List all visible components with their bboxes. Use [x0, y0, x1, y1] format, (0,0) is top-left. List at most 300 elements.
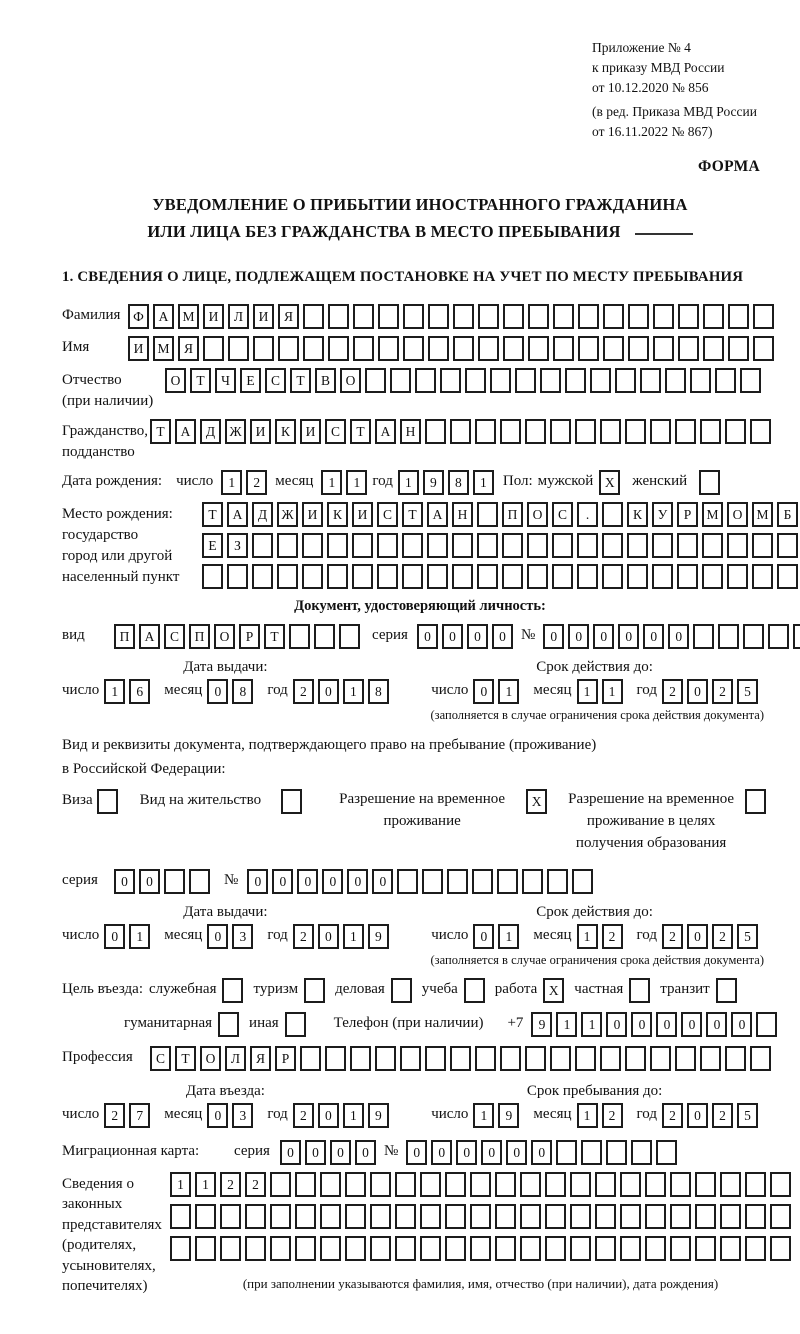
cell[interactable] — [302, 564, 323, 589]
cell[interactable] — [475, 1046, 496, 1071]
cell[interactable]: 1 — [577, 679, 598, 704]
cell[interactable] — [277, 533, 298, 558]
cell[interactable] — [565, 368, 586, 393]
purpose-tourism-checkbox[interactable] — [304, 978, 325, 1003]
cell[interactable] — [378, 336, 399, 361]
cell[interactable]: 1 — [321, 470, 342, 495]
cell[interactable] — [752, 533, 773, 558]
cell[interactable] — [503, 304, 524, 329]
res-series-cells[interactable] — [114, 869, 210, 894]
temp-residence-edu-checkbox[interactable] — [745, 789, 766, 814]
cell[interactable] — [420, 1204, 441, 1229]
res-issue-month-cells[interactable] — [207, 924, 253, 949]
cell[interactable]: В — [315, 368, 336, 393]
cell[interactable] — [577, 564, 598, 589]
cell[interactable] — [620, 1172, 641, 1197]
cell[interactable] — [578, 304, 599, 329]
purpose-private-checkbox[interactable] — [629, 978, 650, 1003]
cell[interactable]: 0 — [618, 624, 639, 649]
cell[interactable]: С — [552, 502, 573, 527]
cell[interactable]: Л — [228, 304, 249, 329]
cell[interactable]: А — [153, 304, 174, 329]
cell[interactable]: 2 — [712, 679, 733, 704]
cell[interactable] — [595, 1204, 616, 1229]
cell[interactable] — [570, 1172, 591, 1197]
cell[interactable] — [527, 533, 548, 558]
cell[interactable] — [520, 1204, 541, 1229]
cell[interactable] — [475, 419, 496, 444]
cell[interactable] — [378, 304, 399, 329]
citizenship-cells[interactable] — [150, 419, 771, 444]
cell[interactable]: 0 — [687, 924, 708, 949]
cell[interactable] — [252, 564, 273, 589]
cell[interactable]: Т — [264, 624, 285, 649]
doc-number-cells[interactable] — [543, 624, 800, 649]
cell[interactable]: 1 — [498, 679, 519, 704]
cell[interactable] — [703, 336, 724, 361]
doc-issue-month-cells[interactable] — [207, 679, 253, 704]
cell[interactable] — [572, 869, 593, 894]
cell[interactable]: 9 — [498, 1103, 519, 1128]
cell[interactable] — [478, 336, 499, 361]
res-valid-month-cells[interactable] — [577, 924, 623, 949]
cell[interactable]: 2 — [293, 924, 314, 949]
residence-permit-checkbox[interactable] — [281, 789, 302, 814]
cell[interactable]: К — [627, 502, 648, 527]
cell[interactable] — [600, 419, 621, 444]
cell[interactable]: 0 — [207, 679, 228, 704]
cell[interactable]: А — [375, 419, 396, 444]
cell[interactable]: 9 — [368, 1103, 389, 1128]
cell[interactable] — [353, 304, 374, 329]
given-name-cells[interactable] — [128, 336, 774, 361]
cell[interactable]: Л — [225, 1046, 246, 1071]
cell[interactable] — [600, 1046, 621, 1071]
cell[interactable] — [652, 564, 673, 589]
cell[interactable]: 2 — [293, 679, 314, 704]
cell[interactable] — [170, 1204, 191, 1229]
cell[interactable] — [503, 336, 524, 361]
cell[interactable]: 0 — [687, 1103, 708, 1128]
cell[interactable] — [278, 336, 299, 361]
cell[interactable]: 1 — [577, 924, 598, 949]
cell[interactable]: Т — [190, 368, 211, 393]
cell[interactable] — [725, 419, 746, 444]
cell[interactable] — [270, 1172, 291, 1197]
cell[interactable] — [645, 1172, 666, 1197]
cell[interactable] — [553, 304, 574, 329]
cell[interactable] — [727, 564, 748, 589]
male-checkbox[interactable]: X — [599, 470, 620, 495]
doc-valid-day-cells[interactable] — [473, 679, 519, 704]
cell[interactable] — [403, 336, 424, 361]
cell[interactable] — [478, 304, 499, 329]
cell[interactable]: М — [752, 502, 773, 527]
birth-day-cells[interactable] — [221, 470, 267, 495]
cell[interactable]: П — [189, 624, 210, 649]
cell[interactable]: 0 — [668, 624, 689, 649]
cell[interactable]: Т — [202, 502, 223, 527]
purpose-business-checkbox[interactable] — [391, 978, 412, 1003]
cell[interactable] — [645, 1204, 666, 1229]
cell[interactable] — [477, 533, 498, 558]
cell[interactable]: О — [340, 368, 361, 393]
cell[interactable] — [715, 368, 736, 393]
cell[interactable]: 1 — [129, 924, 150, 949]
cell[interactable]: 0 — [656, 1012, 677, 1037]
cell[interactable]: 2 — [662, 924, 683, 949]
cell[interactable] — [675, 1046, 696, 1071]
cell[interactable]: 1 — [170, 1172, 191, 1197]
doc-issue-day-cells[interactable] — [104, 679, 150, 704]
cell[interactable] — [452, 533, 473, 558]
cell[interactable] — [522, 869, 543, 894]
cell[interactable] — [545, 1172, 566, 1197]
cell[interactable]: Т — [290, 368, 311, 393]
cell[interactable] — [677, 533, 698, 558]
cell[interactable]: 1 — [556, 1012, 577, 1037]
cell[interactable] — [695, 1172, 716, 1197]
cell[interactable] — [745, 1204, 766, 1229]
cell[interactable] — [195, 1236, 216, 1261]
cell[interactable]: 5 — [737, 924, 758, 949]
cell[interactable] — [756, 1012, 777, 1037]
cell[interactable]: С — [150, 1046, 171, 1071]
cell[interactable]: 0 — [318, 679, 339, 704]
cell[interactable] — [675, 419, 696, 444]
cell[interactable]: М — [702, 502, 723, 527]
cell[interactable]: 0 — [467, 624, 488, 649]
cell[interactable] — [377, 533, 398, 558]
cell[interactable] — [314, 624, 335, 649]
cell[interactable] — [625, 1046, 646, 1071]
entry-year-cells[interactable] — [293, 1103, 389, 1128]
cell[interactable]: О — [200, 1046, 221, 1071]
cell[interactable] — [303, 304, 324, 329]
cell[interactable] — [295, 1236, 316, 1261]
cell[interactable] — [477, 502, 498, 527]
cell[interactable] — [650, 419, 671, 444]
cell[interactable] — [650, 1046, 671, 1071]
cell[interactable]: 0 — [706, 1012, 727, 1037]
cell[interactable]: С — [377, 502, 398, 527]
cell[interactable]: С — [325, 419, 346, 444]
cell[interactable] — [352, 533, 373, 558]
cell[interactable] — [640, 368, 661, 393]
cell[interactable]: 6 — [129, 679, 150, 704]
cell[interactable]: 9 — [531, 1012, 552, 1037]
cell[interactable] — [220, 1236, 241, 1261]
cell[interactable] — [670, 1204, 691, 1229]
cell[interactable] — [720, 1236, 741, 1261]
cell[interactable]: 0 — [473, 924, 494, 949]
cell[interactable] — [395, 1236, 416, 1261]
purpose-work-checkbox[interactable]: X — [543, 978, 564, 1003]
cell[interactable] — [170, 1236, 191, 1261]
cell[interactable]: 0 — [593, 624, 614, 649]
cell[interactable] — [402, 564, 423, 589]
patronymic-cells[interactable] — [165, 368, 761, 393]
cell[interactable] — [625, 419, 646, 444]
legal-reps-cells-line1[interactable] — [170, 1172, 791, 1197]
cell[interactable] — [718, 624, 739, 649]
cell[interactable]: Т — [150, 419, 171, 444]
cell[interactable] — [375, 1046, 396, 1071]
cell[interactable] — [500, 1046, 521, 1071]
cell[interactable] — [245, 1204, 266, 1229]
cell[interactable]: 8 — [368, 679, 389, 704]
cell[interactable] — [377, 564, 398, 589]
cell[interactable] — [577, 533, 598, 558]
cell[interactable]: 2 — [712, 924, 733, 949]
cell[interactable] — [745, 1236, 766, 1261]
cell[interactable]: 0 — [139, 869, 160, 894]
doc-issue-year-cells[interactable] — [293, 679, 389, 704]
cell[interactable] — [653, 304, 674, 329]
cell[interactable]: 0 — [207, 1103, 228, 1128]
cell[interactable]: 8 — [448, 470, 469, 495]
cell[interactable] — [428, 336, 449, 361]
cell[interactable] — [477, 564, 498, 589]
cell[interactable] — [500, 419, 521, 444]
cell[interactable]: 0 — [280, 1140, 301, 1165]
cell[interactable]: 0 — [481, 1140, 502, 1165]
cell[interactable] — [720, 1204, 741, 1229]
stay-month-cells[interactable] — [577, 1103, 623, 1128]
cell[interactable] — [520, 1172, 541, 1197]
cell[interactable]: 1 — [195, 1172, 216, 1197]
cell[interactable] — [727, 533, 748, 558]
cell[interactable]: Р — [275, 1046, 296, 1071]
cell[interactable] — [320, 1204, 341, 1229]
cell[interactable] — [253, 336, 274, 361]
cell[interactable] — [550, 419, 571, 444]
cell[interactable] — [447, 869, 468, 894]
cell[interactable]: 0 — [631, 1012, 652, 1037]
cell[interactable]: М — [178, 304, 199, 329]
cell[interactable] — [550, 1046, 571, 1071]
cell[interactable] — [527, 564, 548, 589]
cell[interactable] — [472, 869, 493, 894]
cell[interactable] — [545, 1236, 566, 1261]
cell[interactable] — [525, 1046, 546, 1071]
cell[interactable] — [552, 533, 573, 558]
cell[interactable] — [427, 564, 448, 589]
cell[interactable]: 0 — [114, 869, 135, 894]
cell[interactable] — [339, 624, 360, 649]
cell[interactable]: 1 — [498, 924, 519, 949]
cell[interactable] — [327, 533, 348, 558]
cell[interactable] — [793, 624, 800, 649]
cell[interactable] — [700, 1046, 721, 1071]
cell[interactable]: У — [652, 502, 673, 527]
cell[interactable] — [402, 533, 423, 558]
cell[interactable]: 1 — [221, 470, 242, 495]
cell[interactable]: И — [302, 502, 323, 527]
cell[interactable]: Я — [278, 304, 299, 329]
cell[interactable] — [695, 1204, 716, 1229]
cell[interactable] — [620, 1204, 641, 1229]
cell[interactable] — [678, 336, 699, 361]
cell[interactable]: И — [203, 304, 224, 329]
cell[interactable]: П — [114, 624, 135, 649]
cell[interactable]: 0 — [531, 1140, 552, 1165]
legal-reps-cells-line3[interactable] — [170, 1236, 791, 1261]
cell[interactable] — [395, 1204, 416, 1229]
cell[interactable]: 1 — [104, 679, 125, 704]
cell[interactable]: 1 — [343, 1103, 364, 1128]
profession-cells[interactable] — [150, 1046, 771, 1071]
cell[interactable] — [653, 336, 674, 361]
cell[interactable]: И — [250, 419, 271, 444]
cell[interactable]: Е — [202, 533, 223, 558]
cell[interactable] — [750, 419, 771, 444]
cell[interactable]: 2 — [293, 1103, 314, 1128]
purpose-other-checkbox[interactable] — [285, 1012, 306, 1037]
cell[interactable] — [570, 1236, 591, 1261]
cell[interactable]: 0 — [318, 1103, 339, 1128]
res-issue-year-cells[interactable] — [293, 924, 389, 949]
cell[interactable] — [777, 533, 798, 558]
cell[interactable] — [370, 1236, 391, 1261]
cell[interactable] — [528, 336, 549, 361]
cell[interactable] — [345, 1204, 366, 1229]
cell[interactable] — [528, 304, 549, 329]
cell[interactable]: И — [352, 502, 373, 527]
purpose-official-checkbox[interactable] — [222, 978, 243, 1003]
cell[interactable] — [628, 304, 649, 329]
cell[interactable] — [495, 1172, 516, 1197]
cell[interactable]: Я — [250, 1046, 271, 1071]
cell[interactable]: Т — [350, 419, 371, 444]
cell[interactable]: 9 — [423, 470, 444, 495]
cell[interactable] — [328, 304, 349, 329]
cell[interactable] — [345, 1236, 366, 1261]
cell[interactable]: 0 — [330, 1140, 351, 1165]
cell[interactable]: 1 — [577, 1103, 598, 1128]
cell[interactable] — [678, 304, 699, 329]
cell[interactable] — [422, 869, 443, 894]
cell[interactable] — [545, 1204, 566, 1229]
cell[interactable]: Ч — [215, 368, 236, 393]
cell[interactable] — [620, 1236, 641, 1261]
cell[interactable] — [645, 1236, 666, 1261]
cell[interactable] — [677, 564, 698, 589]
cell[interactable]: 0 — [247, 869, 268, 894]
cell[interactable]: 2 — [712, 1103, 733, 1128]
cell[interactable] — [743, 624, 764, 649]
cell[interactable] — [452, 564, 473, 589]
cell[interactable] — [350, 1046, 371, 1071]
visa-checkbox[interactable] — [97, 789, 118, 814]
res-valid-day-cells[interactable] — [473, 924, 519, 949]
cell[interactable]: О — [165, 368, 186, 393]
cell[interactable] — [581, 1140, 602, 1165]
cell[interactable] — [227, 564, 248, 589]
cell[interactable] — [627, 564, 648, 589]
cell[interactable]: 2 — [662, 1103, 683, 1128]
cell[interactable]: Н — [400, 419, 421, 444]
cell[interactable] — [665, 368, 686, 393]
cell[interactable]: 1 — [473, 470, 494, 495]
cell[interactable]: 0 — [473, 679, 494, 704]
cell[interactable]: Т — [402, 502, 423, 527]
cell[interactable] — [370, 1172, 391, 1197]
cell[interactable] — [590, 368, 611, 393]
cell[interactable] — [295, 1204, 316, 1229]
cell[interactable] — [693, 624, 714, 649]
cell[interactable] — [450, 419, 471, 444]
birth-place-cells-line2[interactable] — [202, 533, 798, 558]
doc-valid-month-cells[interactable] — [577, 679, 623, 704]
cell[interactable] — [328, 336, 349, 361]
cell[interactable]: С — [265, 368, 286, 393]
cell[interactable]: 0 — [731, 1012, 752, 1037]
cell[interactable]: 0 — [643, 624, 664, 649]
phone-cells[interactable] — [531, 1012, 777, 1037]
doc-valid-year-cells[interactable] — [662, 679, 758, 704]
cell[interactable] — [428, 304, 449, 329]
cell[interactable] — [695, 1236, 716, 1261]
cell[interactable] — [445, 1236, 466, 1261]
cell[interactable] — [502, 564, 523, 589]
cell[interactable] — [228, 336, 249, 361]
cell[interactable] — [578, 336, 599, 361]
cell[interactable] — [520, 1236, 541, 1261]
cell[interactable] — [702, 533, 723, 558]
cell[interactable] — [603, 336, 624, 361]
cell[interactable] — [202, 564, 223, 589]
cell[interactable] — [753, 304, 774, 329]
cell[interactable] — [270, 1204, 291, 1229]
cell[interactable] — [525, 419, 546, 444]
cell[interactable] — [465, 368, 486, 393]
cell[interactable] — [627, 533, 648, 558]
stay-day-cells[interactable] — [473, 1103, 519, 1128]
cell[interactable]: 1 — [581, 1012, 602, 1037]
cell[interactable] — [720, 1172, 741, 1197]
cell[interactable] — [300, 1046, 321, 1071]
cell[interactable]: Н — [452, 502, 473, 527]
cell[interactable] — [195, 1204, 216, 1229]
cell[interactable] — [670, 1236, 691, 1261]
cell[interactable] — [440, 368, 461, 393]
cell[interactable] — [700, 419, 721, 444]
cell[interactable] — [570, 1204, 591, 1229]
cell[interactable]: 5 — [737, 679, 758, 704]
cell[interactable]: . — [577, 502, 598, 527]
cell[interactable]: 0 — [406, 1140, 427, 1165]
cell[interactable] — [189, 869, 210, 894]
cell[interactable]: 2 — [245, 1172, 266, 1197]
cell[interactable] — [400, 1046, 421, 1071]
cell[interactable]: 0 — [681, 1012, 702, 1037]
cell[interactable]: К — [327, 502, 348, 527]
cell[interactable]: Д — [200, 419, 221, 444]
legal-reps-cells-line2[interactable] — [170, 1204, 791, 1229]
cell[interactable] — [490, 368, 511, 393]
doc-series-cells[interactable] — [417, 624, 513, 649]
cell[interactable] — [252, 533, 273, 558]
cell[interactable]: 1 — [346, 470, 367, 495]
cell[interactable] — [303, 336, 324, 361]
cell[interactable]: И — [253, 304, 274, 329]
cell[interactable] — [502, 533, 523, 558]
cell[interactable]: 0 — [417, 624, 438, 649]
cell[interactable] — [370, 1204, 391, 1229]
female-checkbox[interactable] — [699, 470, 720, 495]
cell[interactable]: 0 — [372, 869, 393, 894]
